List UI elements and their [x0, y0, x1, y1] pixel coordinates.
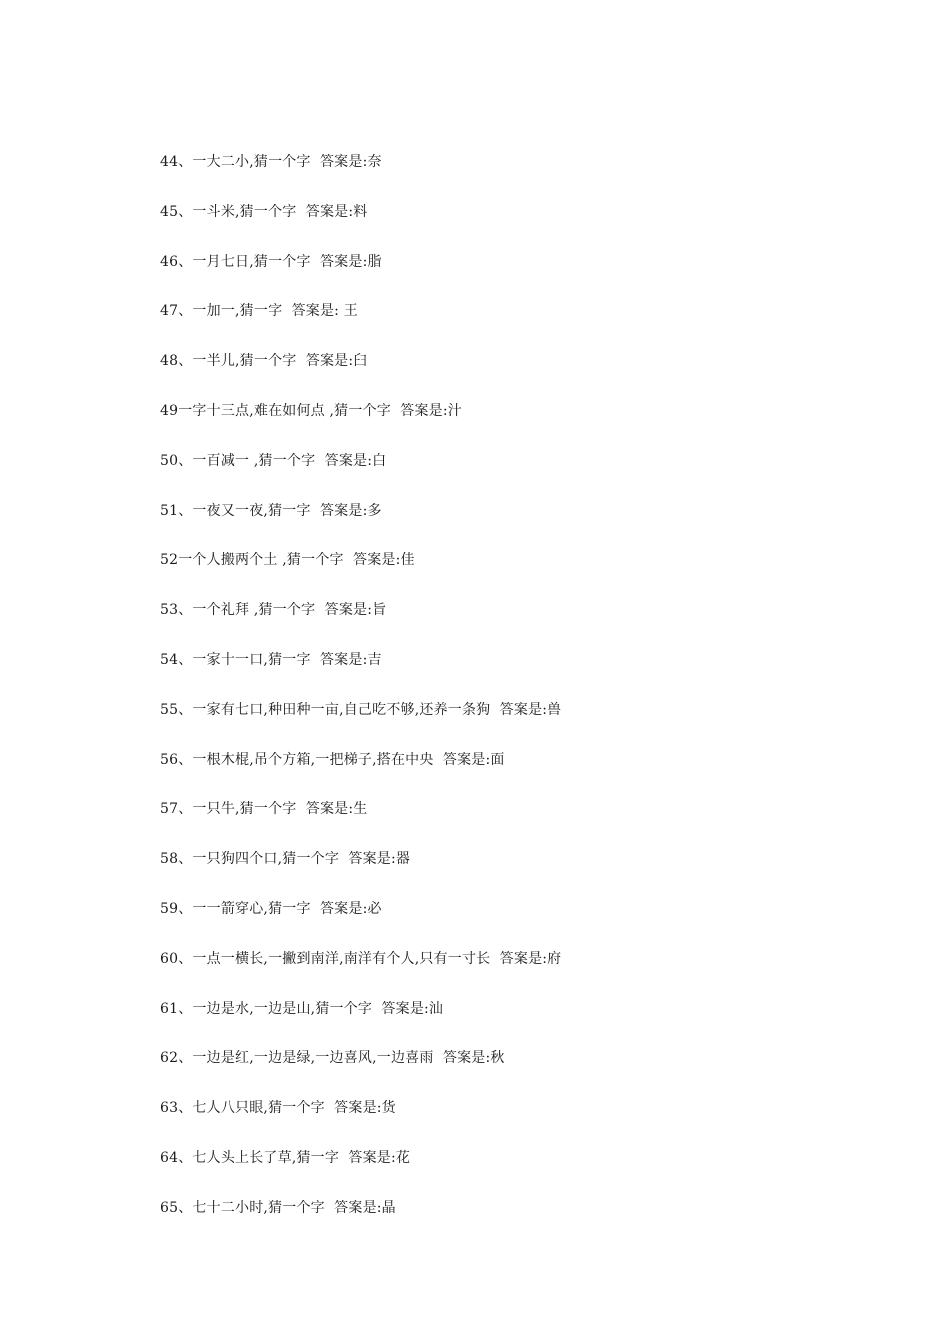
riddle-63: 63、七人八只眼,猜一个字 答案是:货	[160, 1100, 396, 1117]
riddle-54: 54、一家十一口,猜一字 答案是:吉	[160, 651, 382, 668]
riddle-53: 53、一个礼拜 ,猜一个字 答案是:旨	[160, 602, 387, 619]
riddle-55: 55、一家有七口,种田种一亩,自己吃不够,还养一条狗 答案是:兽	[160, 701, 562, 718]
riddle-52: 52一个人搬两个土 ,猜一个字 答案是:佳	[160, 552, 415, 569]
riddle-65: 65、七十二小时,猜一个字 答案是:晶	[160, 1199, 396, 1216]
riddle-44: 44、一大二小,猜一个字 答案是:奈	[160, 154, 382, 170]
riddle-57: 57、一只牛,猜一个字 答案是:生	[160, 801, 368, 818]
riddle-46: 46、一月七日,猜一个字 答案是:脂	[160, 253, 382, 270]
riddle-56: 56、一根木棍,吊个方箱,一把梯子,搭在中央 答案是:面	[160, 751, 505, 768]
riddle-49: 49一字十三点,难在如何点 ,猜一个字 答案是:汁	[160, 402, 462, 419]
riddle-45: 45、一斗米,猜一个字 答案是:料	[160, 203, 368, 220]
riddle-64: 64、七人头上长了草,猜一字 答案是:花	[160, 1149, 411, 1166]
riddle-50: 50、一百减一 ,猜一个字 答案是:白	[160, 452, 387, 469]
riddle-list	[160, 152, 860, 1248]
riddle-61: 61、一边是水,一边是山,猜一个字 答案是:汕	[160, 1000, 444, 1017]
riddle-59: 59、一一箭穿心,猜一字 答案是:必	[160, 900, 382, 917]
riddle-51: 51、一夜又一夜,猜一字 答案是:多	[160, 502, 382, 519]
riddle-60: 60、一点一横长,一撇到南洋,南洋有个人,只有一寸长 答案是:府	[160, 950, 562, 967]
riddle-47: 47、一加一,猜一字 答案是: 王	[160, 303, 358, 320]
riddle-58: 58、一只狗四个口,猜一个字 答案是:器	[160, 851, 411, 868]
riddle-62: 62、一边是红,一边是绿,一边喜风,一边喜雨 答案是:秋	[160, 1050, 505, 1067]
riddle-48: 48、一半儿,猜一个字 答案是:臼	[160, 353, 368, 370]
